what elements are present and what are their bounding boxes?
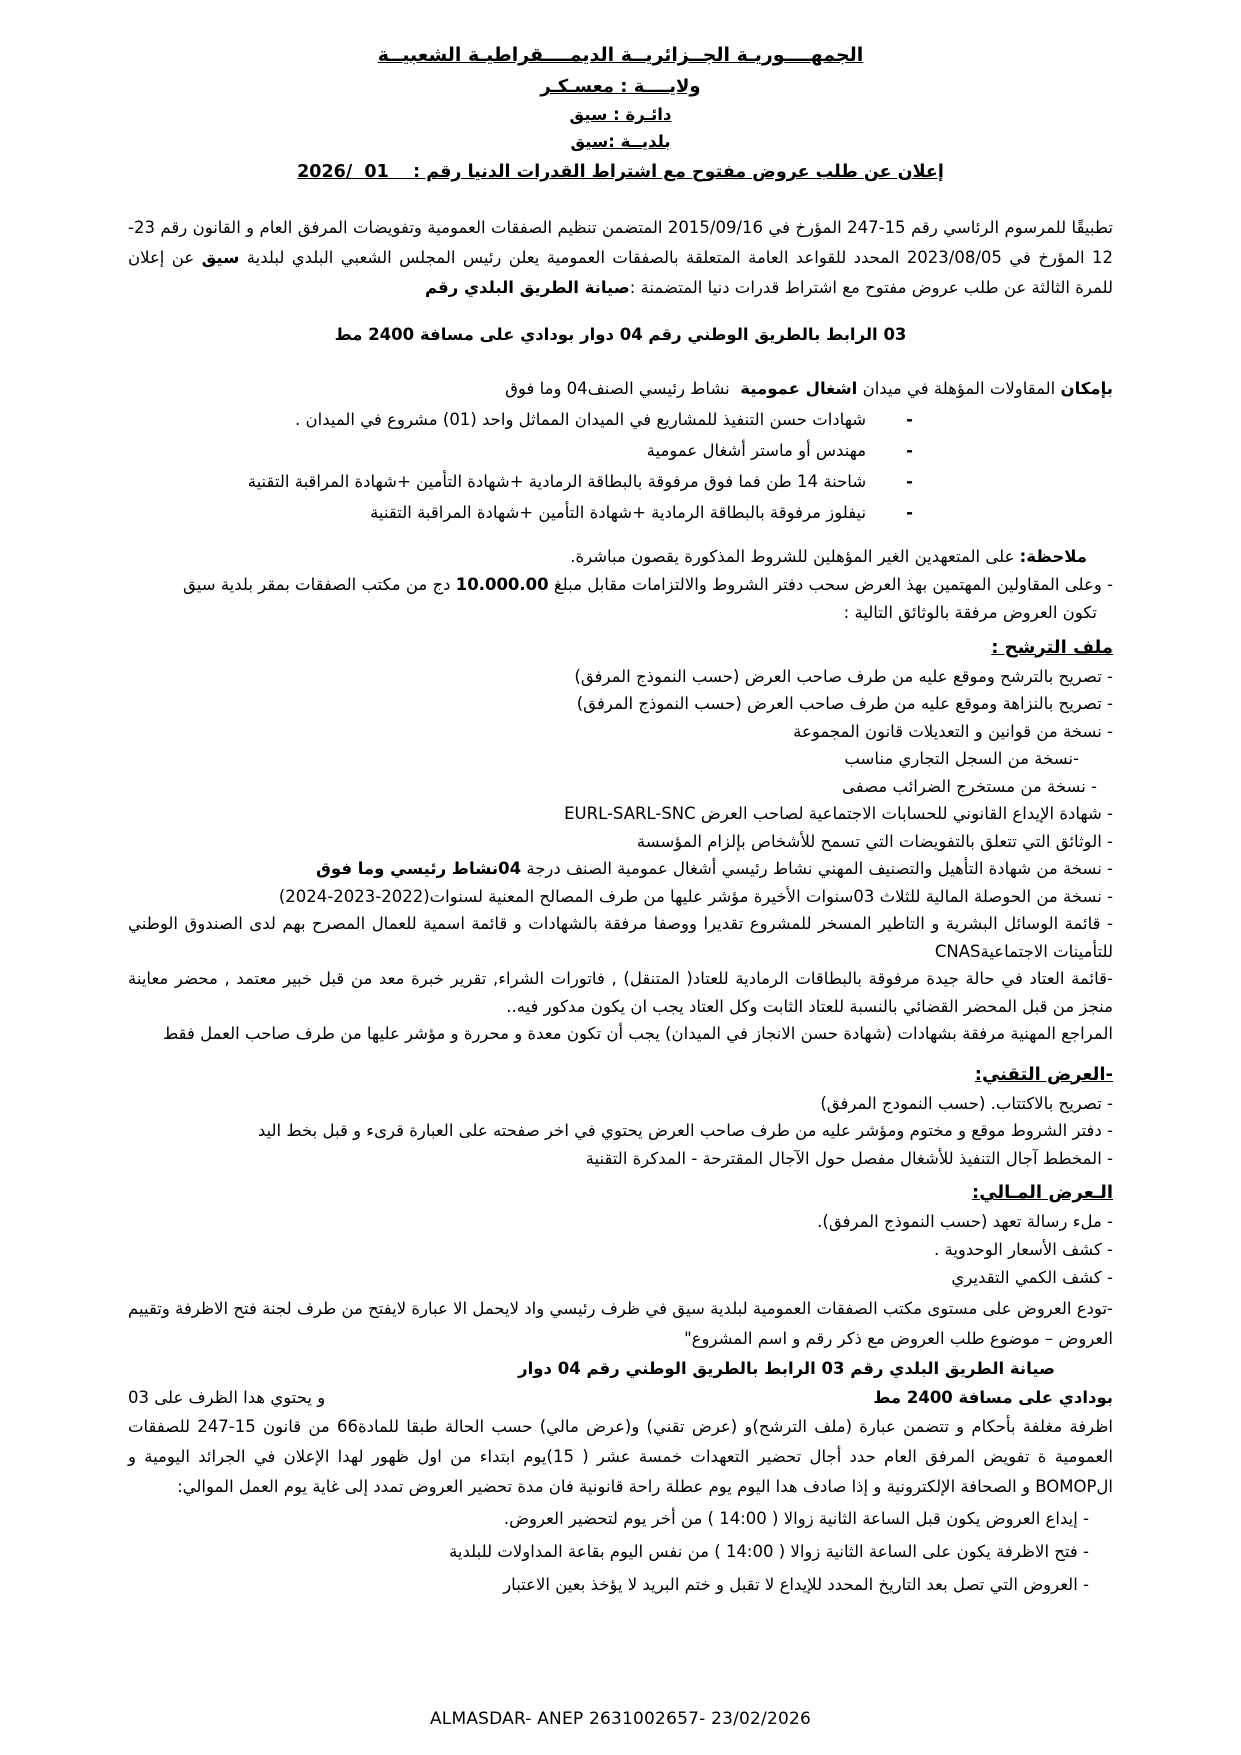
fee-line	[128, 571, 1113, 599]
republic-title-text: الجمهــــوريـة الجــزائريــة الديمــــقراطيـة الشعبيــة	[377, 44, 864, 66]
dash-bullet-icon: -	[906, 409, 913, 429]
intro-text-2: عن إعلان للمرة الثالثة عن طلب عروض مفتوح مع اشتراط قدرات دنيا المتضمنة :	[128, 248, 1113, 297]
financial-heading-text: الـعرض المـالي:	[972, 1182, 1113, 1203]
dash-bullet-icon: -	[906, 440, 913, 460]
docs-intro: تكون العروض مرفقة بالوثائق التالية :	[843, 602, 1097, 622]
candidacy-item: - تصريح بالترشح وموقع عليه من طرف صاحب العرض (حسب النموذج المرفق)	[574, 666, 1113, 686]
eligibility-list	[128, 405, 1113, 527]
fee-text-1: - وعلى المقاولين المهتمين بهذ العرض سحب دفتر الشروط والالتزامات مقابل مبلغ	[548, 574, 1113, 594]
candidacy-item: - نسخة من مستخرج الضرائب مصفى	[842, 776, 1097, 796]
technical-list	[128, 1090, 1113, 1173]
intro-project-bold: صيانة الطريق البلدي رقم	[424, 278, 630, 297]
intro-paragraph	[128, 213, 1113, 303]
candidacy-item: - تصريح بالنزاهة وموقع عليه من طرف صاحب العرض (حسب النموذج المرفق)	[576, 694, 1113, 713]
intro-commune-bold: سيق	[201, 248, 240, 267]
financial-item: - ملء رسالة تعهد (حسب النموذج المرفق).	[817, 1212, 1113, 1231]
candidacy-item: - نسخة من الحوصلة المالية للثلاث 03سنوات الأخيرة مؤشر عليها من طرف المصالح المعنية لسنوات(2022-2023-2024)	[278, 886, 1113, 906]
note-line	[128, 543, 1113, 571]
candidacy-item	[128, 855, 1113, 883]
deadline-item: - فتح الاظرفة يكون على الساعة الثانية زوالا ( 14:00 ) من نفس اليوم بقاعة المداولات للبلدية	[449, 1542, 1089, 1561]
financial-list	[128, 1208, 1113, 1292]
candidacy-item: - نسخة من قوانين و التعديلات قانون المجموعة	[793, 721, 1113, 741]
financial-item: - كشف الأسعار الوحدوية .	[933, 1240, 1113, 1259]
candidacy-heading	[128, 633, 1113, 663]
eligibility-lead-bold-1: بإمكان	[1060, 378, 1113, 398]
project-title-line: 03 الرابط بالطريق الوطني رقم 04 دوار بودادي على مسافة 2400 مط	[334, 324, 907, 344]
technical-item: - تصريح بالاكتتاب. (حسب النمودج المرفق)	[820, 1093, 1113, 1113]
eligibility-lead	[128, 374, 1113, 403]
wilaya-line	[128, 72, 1113, 101]
eligibility-item-text: نيفلوز مرفوقة بالبطاقة الرمادية +شهادة التأمين +شهادة المراقبة التقنية	[370, 502, 867, 522]
deadline-item: - إيداع العروض يكون قبل الساعة الثانية زوالا ( 14:00 ) من أخر يوم لتحضير العروض.	[503, 1509, 1089, 1528]
technical-item: - دفتر الشروط موقع و مختوم ومؤشر عليه من طرف صاحب العرض يحتوي في اخر صفحته على العبارة قرىء و قبل بخط اليد	[257, 1121, 1113, 1140]
notice-title	[128, 157, 1113, 187]
submission-project-line: صيانة الطريق البلدي رقم 03 الرابط بالطريق الوطني رقم 04 دوار	[518, 1359, 1055, 1378]
submission-project-line-2: بودادي على مسافة 2400 مط	[873, 1388, 1113, 1407]
candidacy-item: -قائمة العتاد في حالة جيدة مرفوقة بالبطاقات الرمادية للعتاد( المتنقل) , فاتورات الشراء, تقرير خبرة معد من قبل خبير معتمد , محضر معاينة منجز من قبل المحضر القضائي بالنسبة للعتاد الثابت وكل العتاد يجب ان يكون مدكور فيه..	[128, 969, 1113, 1016]
commune-line	[128, 128, 1113, 155]
intro-text-1: تطبيقًا للمرسوم الرئاسي رقم 15-247 المؤرخ في 2015/09/16 المتضمن تنظيم الصفقات العمومية وتفويضات المرفق العام و القانون رقم 23-12 المؤرخ في 2023/08/05 المحدد للقواعد العامة المتعلقة بالصفقات العمومية يعلن رئيس المجلس الشعبي البلدي لبلدية	[128, 218, 1114, 267]
submission-section	[128, 1294, 1113, 1601]
deadlines-list	[128, 1502, 1113, 1601]
candidacy-list	[128, 663, 1113, 1048]
technical-heading-text: -العرض التقني:	[974, 1063, 1113, 1085]
candidacy-item: - شهادة الإيداع القانوني للحسابات الاجتماعية لصاحب العرض EURL-SARL-SNC	[564, 804, 1113, 823]
note-label: ملاحظة:	[1019, 546, 1087, 566]
deadlines-paragraph: اظرفة مغلفة بأحكام و تتضمن عبارة (ملف الترشح)و (عرض تقني) و(عرض مالي) حسب الحالة طبقا للمادة66 من قانون 15-247 للصفقات العمومية ة تفويض المرفق العام حدد أجال تحضير التعهدات خمسة عشر ( 15)يوم ابتداء من اول ظهور لهدا الإعلان في الجرائد اليومية و الBOMOP و الصحافة الإلكترونية و إذا صادف هدا اليوم يوم عطلة راحة قانونية فان مدة تحضير العروض تمدد إلى غاية يوم العمل الموالي:	[128, 1417, 1113, 1496]
commune-line-text: بلديــة :سيق	[570, 132, 671, 151]
technical-heading	[128, 1060, 1113, 1090]
candidacy-item: - قائمة الوسائل البشرية و التاطير المسخر للمشروع تقديرا ووصفا مرفقة بالشهادات و قائمة اسمية للعمال المصرح بهم لدى الصندوق الوطني للتأمينات الاجتماعيةCNAS	[128, 914, 1113, 961]
candidacy-item-bold: 04نشاط رئيسي وما فوق	[316, 859, 522, 878]
eligibility-lead-text-1: المقاولات المؤهلة في ميدان	[857, 378, 1061, 398]
eligibility-item	[128, 436, 1113, 465]
dash-bullet-icon: -	[906, 502, 913, 522]
daira-line-text: دائـرة : سيق	[569, 105, 672, 124]
notice-title-text: إعلان عن طلب عروض مفتوح مع اشتراط القدرات الدنيا رقم : 01 /2026	[297, 162, 944, 182]
financial-item: - كشف الكمي التقديري	[951, 1268, 1113, 1287]
fee-text-2: دج من مكتب الصفقات بمقر بلدية سيق	[183, 574, 456, 594]
envelope-split-line	[128, 1383, 1113, 1412]
eligibility-item-text: مهندس أو ماستر أشغال عمومية	[646, 440, 867, 460]
daira-line	[128, 101, 1113, 128]
note-text: على المتعهدين الغير المؤهلين للشروط المذكورة يقصون مباشرة.	[570, 546, 1020, 566]
dash-bullet-icon: -	[906, 471, 913, 491]
eligibility-item-text: شاحنة 14 طن فما فوق مرفوقة بالبطاقة الرمادية +شهادة التأمين +شهادة المراقبة التقنية	[247, 471, 867, 491]
republic-title	[128, 40, 1113, 70]
fee-amount: 10.000.00	[455, 574, 549, 594]
financial-heading	[128, 1178, 1113, 1208]
eligibility-item	[128, 405, 1113, 434]
wilaya-line-text: ولايــــة : معسـكـر	[540, 76, 701, 97]
eligibility-item-text: شهادات حسن التنفيذ للمشاريع في الميدان المماثل واحد (01) مشروع في الميدان .	[295, 409, 867, 429]
candidacy-item: - الوثائق التي تتعلق بالتفويضات التي تسمح للأشخاص بإلزام المؤسسة	[636, 831, 1113, 851]
envelope-count-note: و يحتوي هدا الظرف على 03	[128, 1388, 326, 1407]
footer-credit: ALMASDAR- ANEP 2631002657- 23/02/2026	[429, 1709, 812, 1729]
candidacy-item: المراجع المهنية مرفقة بشهادات (شهادة حسن الانجاز في الميدان) يجب أن تكون معدة و محررة و مؤشر عليها من طرف صاحب العمل فقط	[163, 1024, 1113, 1043]
eligibility-item	[128, 498, 1113, 527]
candidacy-heading-text: ملف الترشح :	[991, 636, 1113, 658]
eligibility-item	[128, 467, 1113, 496]
technical-item: - المخطط آجال التنفيذ للأشغال مفصل حول الآجال المقترحة - المدكرة التقنية	[585, 1148, 1113, 1168]
deadline-item: - العروض التي تصل بعد التاريخ المحدد للإيداع لا تقبل و ختم البريد لا يؤخذ بعين الاعتبار	[503, 1575, 1089, 1594]
candidacy-item-pre: - نسخة من شهادة التأهيل والتصنيف المهني نشاط رئيسي أشغال عمومية الصنف درجة	[521, 859, 1113, 878]
submission-paragraph: -تودع العروض على مستوى مكتب الصفقات العمومية لبلدية سيق في ظرف رئيسي واد لايحمل الا عبارة لايفتح من طرف لجنة فتح الاظرفة وتقييم العروض – موضوع طلب العروض مع ذكر رقم و اسم المشروع"	[128, 1299, 1113, 1348]
candidacy-item: -نسخة من السجل التجاري مناسب	[844, 749, 1079, 768]
eligibility-lead-text-2: نشاط رئيسي الصنف04 وما فوق	[505, 378, 741, 398]
eligibility-lead-bold-2: اشغال عمومية	[740, 378, 858, 398]
